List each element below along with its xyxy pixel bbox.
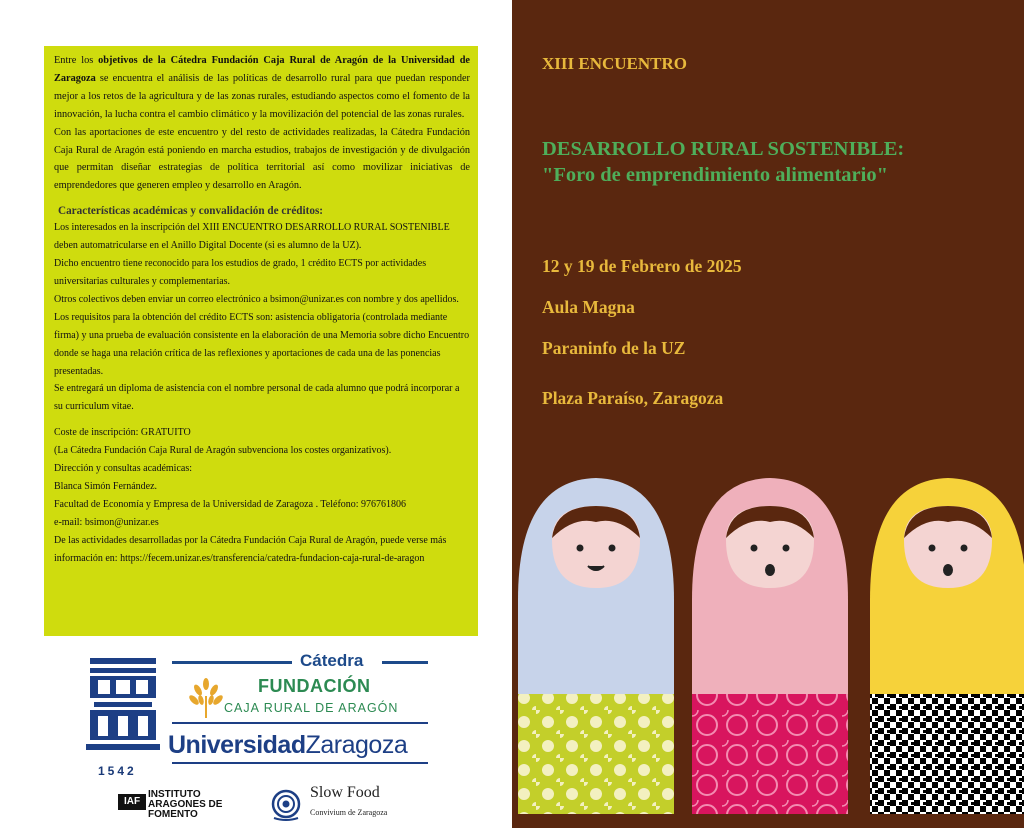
actividades-info[interactable]: De las actividades desarrolladas por la Cátedra Fundación Caja Rural de Aragón, puede verse más información en: https://fecem.unizar.es/transferencia/catedra-fundacion-caja-rural-de-aragon — [54, 534, 447, 564]
creditos-line: Se entregará un diploma de asistencia con el nombre personal de cada alumno que podrá incorporar a su curriculum vitae. — [54, 383, 460, 413]
universidad-word: Universidad — [168, 731, 306, 759]
caja-rural-label: CAJA RURAL DE ARAGÓN — [224, 701, 399, 715]
logos-area — [80, 648, 450, 828]
creditos-section — [54, 203, 470, 416]
universidad-zaragoza-shield-icon — [86, 656, 160, 756]
creditos-heading: Características académicas y convalidación de créditos: — [58, 205, 324, 218]
fundacion-label: FUNDACIÓN — [258, 676, 371, 696]
intro-paragraph-2: Con las aportaciones de este encuentro y del resto de actividades realizadas, la Cátedra Fundación Caja Rural de Aragón está poniendo en marcha estudios, trabajos de investigación y de divulgación que permitan diseñar estrategias de política territorial así como movilizar iniciativas de emprendedores que generen empleo y desarrollo en Aragón. — [54, 126, 470, 192]
iaf-name-line: FOMENTO — [148, 809, 198, 820]
intro-paragraph-1 — [54, 52, 470, 124]
intro-p1-bold: objetivos de la Cátedra Fundación Caja Rural de Aragón de la Universidad de Zaragoza — [54, 55, 470, 84]
slow-food-snail-icon — [270, 784, 302, 822]
direccion-heading: Dirección y consultas académicas: — [54, 463, 192, 475]
contact-email[interactable]: e-mail: bsimon@unizar.es — [54, 516, 159, 528]
contact-facultad: Facultad de Economía y Empresa de la Universidad de Zaragoza . Teléfono: 976761806 — [54, 498, 407, 510]
convivium-label: Convivium de Zaragoza — [310, 808, 388, 817]
logo-bottom-line — [172, 761, 428, 765]
doll-pink — [692, 478, 848, 814]
contact-name: Blanca Simón Fernández. — [54, 480, 158, 492]
edition-label: XIII ENCUENTRO — [542, 54, 687, 73]
event-address: Plaza Paraíso, Zaragoza — [542, 388, 724, 408]
iaf-name-line: ARAGONES DE — [148, 799, 223, 810]
zaragoza-word: Zaragoza — [305, 731, 408, 759]
logo-divider-line — [172, 720, 428, 726]
intro-section — [54, 52, 470, 195]
cost-contact-section — [54, 424, 470, 567]
iaf-badge: IAF — [118, 794, 146, 810]
cost-text: Coste de inscripción: GRATUITO — [54, 427, 191, 439]
event-title-line-1: DESARROLLO RURAL SOSTENIBLE: — [542, 138, 905, 160]
creditos-line: Los requisitos para la obtención del crédito ECTS son: asistencia obligatoria (controlada mediante firma) y una prueba de evaluación consistente en la elaboración de una Memoria sobre dicho Encuentro donde se haga una relación crítica de las reflexiones y aportaciones de cada una de las ponencias presentadas. — [54, 311, 470, 377]
right-panel — [512, 0, 1024, 828]
matryoshka-dolls-illustration — [512, 470, 1024, 828]
catedra-label: Cátedra — [296, 651, 367, 671]
qr-code[interactable] — [870, 694, 1024, 814]
iaf-name-line: INSTITUTO — [148, 789, 201, 800]
info-box — [44, 46, 478, 636]
iaf-logo — [118, 790, 238, 822]
creditos-line: Otros colectivos deben enviar un correo electrónico a bsimon@unizar.es con nombre y dos apellidos. — [54, 293, 459, 305]
doll-yellow — [870, 478, 1024, 814]
event-room: Aula Magna — [542, 297, 635, 317]
event-title-line-2: "Foro de emprendimiento alimentario" — [542, 164, 888, 186]
subvenciona-text: (La Cátedra Fundación Caja Rural de Aragón subvenciona los costes organizativos). — [54, 445, 392, 457]
wheat-icon — [184, 676, 228, 720]
event-date: 12 y 19 de Febrero de 2025 — [542, 256, 742, 276]
doll-blue — [518, 478, 674, 814]
iaf-name — [148, 790, 222, 820]
slow-food-label: Slow Food — [310, 784, 380, 801]
intro-p1-start: Entre los — [54, 55, 99, 66]
creditos-line: Los interesados en la inscripción del XIII ENCUENTRO DESARROLLO RURAL SOSTENIBLE deben automatricularse en el Anillo Digital Docente (si es alumno de la UZ). — [54, 222, 450, 252]
creditos-line: Dicho encuentro tiene reconocido para los estudios de grado, 1 crédito ECTS por actividades universitarias culturales y complementarias. — [54, 258, 427, 287]
event-building: Paraninfo de la UZ — [542, 338, 686, 358]
uz-founding-year: 1542 — [98, 764, 137, 778]
intro-p1-rest: se encuentra el análisis de las políticas de desarrollo rural para que puedan responder mejor a los retos de la agricultura y de las zonas rurales, estudiando aspectos como el fomento de la innovación, la lucha contra el cambio climático y la movilización del potencial de las zonas rurales. — [54, 72, 470, 120]
universidad-zaragoza-wordmark — [168, 731, 407, 760]
